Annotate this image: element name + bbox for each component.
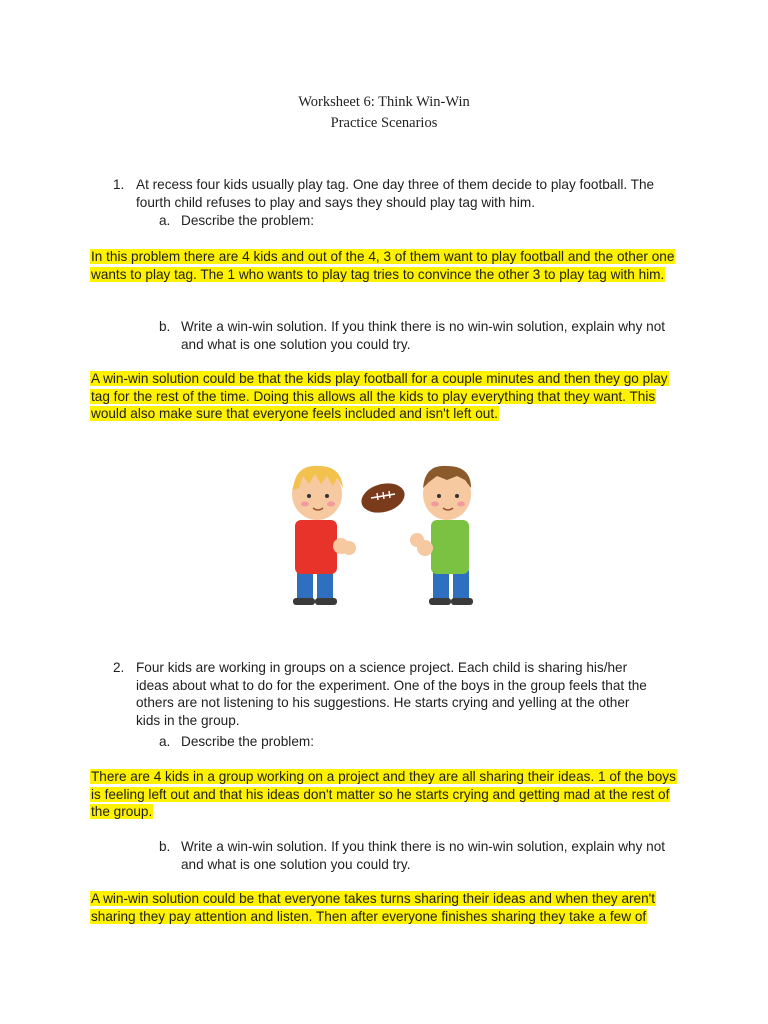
scenario-2-prompt: Four kids are working in groups on a science project. Each child is sharing his/her ideas about what to do for the experiment. One of the boys in the group feels that the others are not listening to his suggestions. He starts crying and yelling at the other kids in the group. [136,660,647,728]
scenario-1-b-question: Write a win-win solution. If you think there is no win-win solution, explain why not and what is one solution you could try. [181,319,666,352]
scenario-2-b-label: b. [159,839,171,854]
two-boys-football-illustration [285,458,475,608]
scenario-1-prompt: At recess four kids usually play tag. One day three of them decide to play football. The fourth child refuses to play and says they should play tag with him. [136,177,655,210]
scenario-1-a-label: a. [159,213,171,228]
scenario-1-number: 1. [113,177,125,192]
scenario-1-a-answer [90,248,680,283]
scenario-2-a-label: a. [159,734,171,749]
football-icon [358,479,408,517]
scenario-2-a-answer [90,768,680,821]
scenario-2-b-answer-text: A win-win solution could be that everyone takes turns sharing their ideas and when they aren't sharing they pay attention and listen. Then after everyone finishes sharing they take a few of [91,891,656,924]
scenario-2-number: 2. [113,660,125,675]
worksheet-title: Worksheet 6: Think Win-Win [298,94,470,110]
right-boy-figure [410,466,473,605]
worksheet-subtitle: Practice Scenarios [330,115,438,131]
scenario-1-a-question: Describe the problem: [181,213,314,228]
scenario-1-b-label: b. [159,319,171,334]
scenario-1-b-answer [90,370,690,423]
scenario-2-a-question: Describe the problem: [181,734,314,749]
scenario-1-b-answer-text: A win-win solution could be that the kids play football for a couple minutes and then they go play tag for the rest of the time. Doing this allows all the kids to play everything that they want. This would also make sure that everyone feels included and isn't left out. [91,371,668,422]
scenario-2-b-question: Write a win-win solution. If you think there is no win-win solution, explain why not and what is one solution you could try. [181,839,666,872]
scenario-1-a-answer-text: In this problem there are 4 kids and out of the 4, 3 of them want to play football and the other one wants to play tag. The 1 who wants to play tag tries to convince the other 3 to play tag with him. [91,249,675,282]
left-boy-figure [292,466,356,605]
scenario-2-b-answer [90,890,680,925]
scenario-2-a-answer-text: There are 4 kids in a group working on a project and they are all sharing their ideas. 1 of the boys is feeling left out and that his ideas don't matter so he starts crying and getting mad at the rest of the group. [91,769,676,820]
